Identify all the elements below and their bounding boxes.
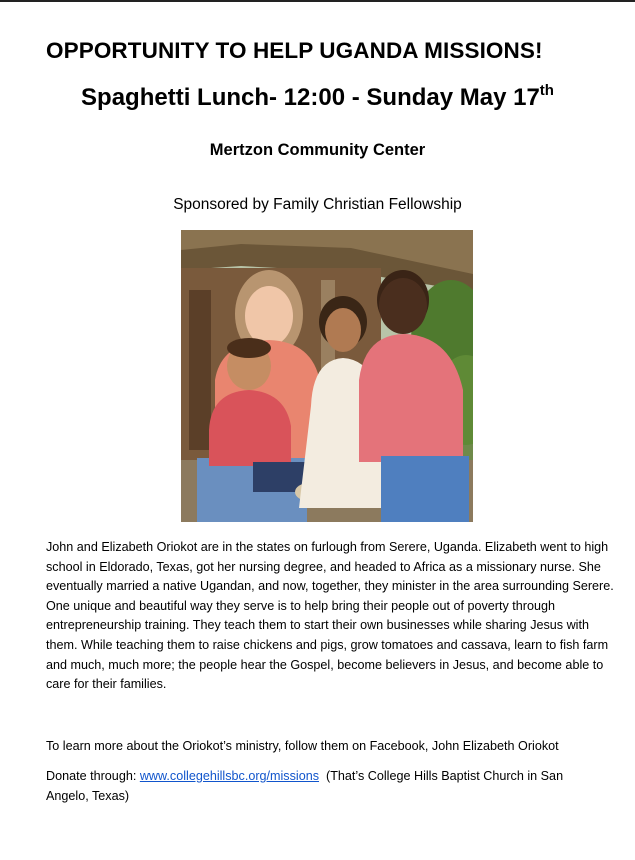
venue: Mertzon Community Center [209, 141, 426, 159]
headline: OPPORTUNITY TO HELP UGANDA MISSIONS! [46, 38, 543, 63]
donate-line [46, 767, 606, 806]
mission-description: John and Elizabeth Oriokot are in the states on furlough from Serere, Uganda. Elizabeth went to high school in Eldorado, Texas, got her nursing degree, and headed to Africa as a missionary nurse. She eventually married a native Ugandan, and now, together, they minister in the area surrounding Serere. One unique and beautiful way they serve is to help bring their people out of poverty through entrepreneurship training. They teach them to start their own businesses while sharing Jesus with them. While teaching them to raise chickens and pigs, grow tomatoes and cassava, learn to fish farm and much, much more; the people hear the Gospel, become believers in Jesus, and become able to care for their families. [46, 540, 614, 692]
donate-prefix: Donate through: [46, 769, 140, 783]
family-photo [181, 230, 473, 522]
donation-link[interactable]: www.collegehillsbc.org/missions [139, 769, 320, 783]
event-superscript: th [539, 82, 554, 99]
event-title [0, 84, 635, 112]
facebook-note: To learn more about the Oriokot’s ministry, follow them on Facebook, John Elizabeth Oriokot [46, 739, 559, 753]
sponsor-line: Sponsored by Family Christian Fellowship [173, 196, 462, 213]
donate-suffix: (That’s College Hills Baptist Church in San Angelo, Texas) [46, 769, 566, 803]
top-border [0, 0, 635, 2]
event-text: Spaghetti Lunch- 12:00 - Sunday May 17 [81, 84, 540, 111]
